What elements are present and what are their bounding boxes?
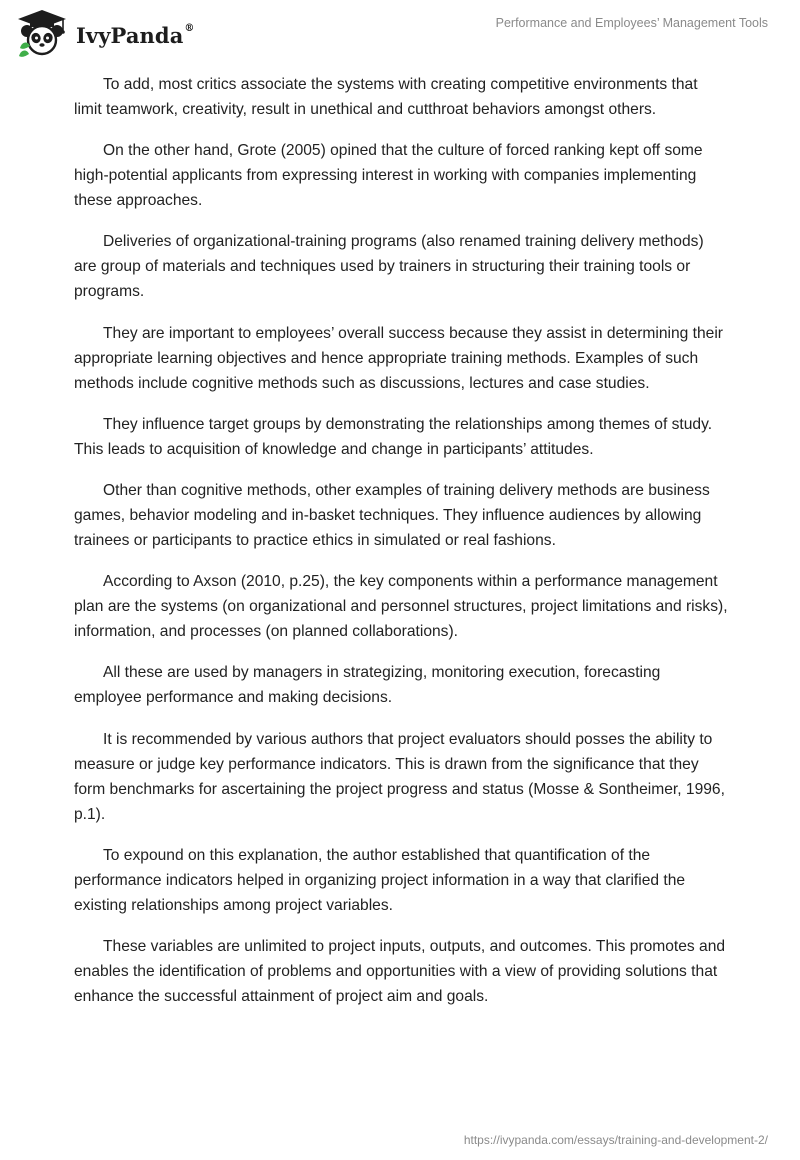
ivypanda-logo[interactable] [14,8,195,58]
paragraph: Deliveries of organizational-training programs (also renamed training delivery methods) are group of materials and techniques used by trainers in structuring their training tools or programs. [74,233,704,301]
registered-mark: ® [184,22,195,34]
paragraph: According to Axson (2010, p.25), the key components within a performance management plan are the systems (on organizational and personnel structures, project limitations and risks), information, and processes (on planned collaborations). [74,573,728,641]
panda-graduate-icon [14,8,70,58]
paragraph: Other than cognitive methods, other examples of training delivery methods are business games, behavior modeling and in-basket techniques. They influence audiences by allowing trainees or participants to practice ethics in simulated or real fashions. [74,481,710,549]
paragraph: On the other hand, Grote (2005) opined that the culture of forced ranking kept off some high-potential applicants from expressing interest in working with companies implementing these approaches. [74,142,703,210]
paragraph: They influence target groups by demonstrating the relationships among themes of study. This leads to acquisition of knowledge and change in participants’ attitudes. [74,415,713,458]
paragraph: They are important to employees’ overall success because they assist in determining their appropriate learning objectives and hence appropriate training methods. Examples of such methods include cognitive methods such as discussions, lectures and case studies. [74,324,724,392]
page-header [0,0,800,70]
paragraph: To expound on this explanation, the author established that quantification of the performance indicators helped in organizing project information in a way that clarified the existing relationships among project variables. [74,846,686,914]
paragraph: It is recommended by various authors that project evaluators should posses the ability to measure or judge key performance indicators. This is drawn from the significance that they form benchmarks for ascertaining the project progress and status (Mosse & Sontheimer, 1996, p.1). [74,730,725,823]
document-title: Performance and Employees’ Management Tools [495,16,768,30]
source-url[interactable]: https://ivypanda.com/essays/training-and-development-2/ [463,1133,768,1147]
paragraph: These variables are unlimited to project inputs, outputs, and outcomes. This promotes and enables the identification of problems and opportunities with a view of providing solutions that enhance the successful attainment of project aim and goals. [74,937,726,1005]
paragraph: All these are used by managers in strategizing, monitoring execution, forecasting employee performance and making decisions. [74,664,661,707]
essay-body [74,72,728,1025]
brand-name: IvyPanda® [76,22,195,48]
paragraph: To add, most critics associate the systems with creating competitive environments that limit teamwork, creativity, result in unethical and cutthroat behaviors amongst others. [74,76,698,118]
